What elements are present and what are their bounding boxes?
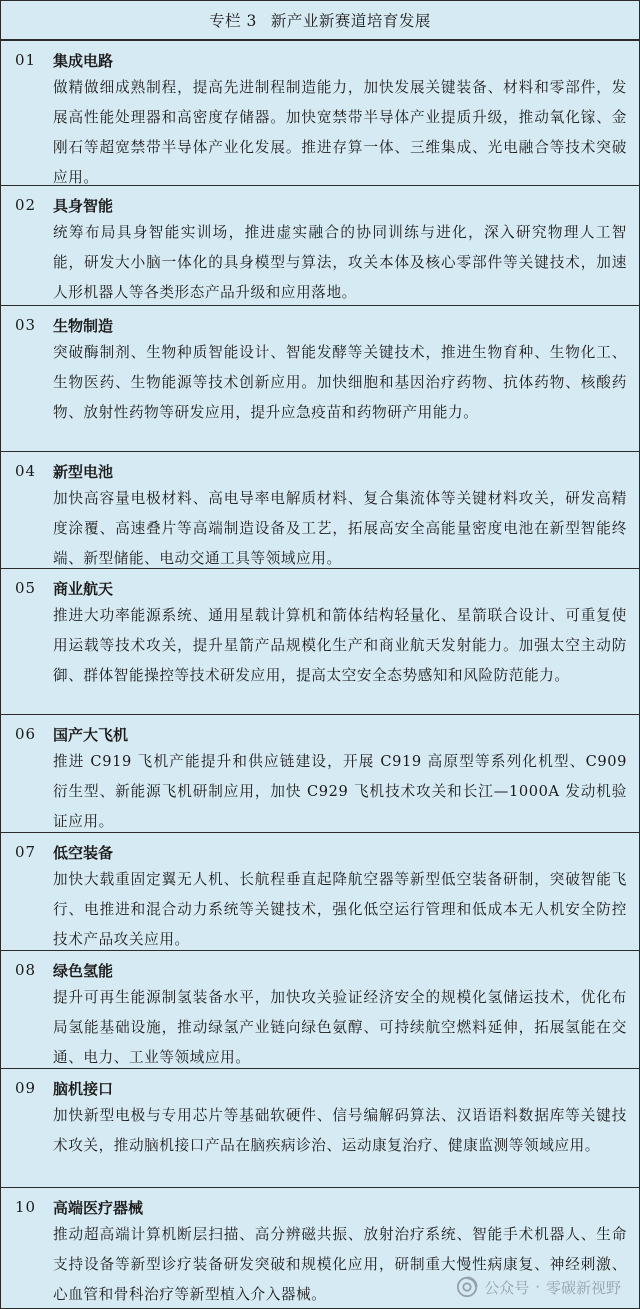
column-label: 专栏 3: [209, 12, 257, 30]
watermark-separator: ·: [535, 1278, 540, 1296]
section-text: 推动超高端计算机断层扫描、高分辨磁共振、放射治疗系统、智能手术机器人、生命支持设备等新型诊疗装备研发突破和规模化应用，研制重大慢性病康复、神经刺激、心血管和骨科治疗等新型植入介入器械。: [53, 1226, 627, 1303]
section-number: 07: [15, 843, 37, 861]
section-text: 推进 C919 飞机产能提升和供应链建设，开展 C919 高原型等系列化机型、C909 衍生型、新能源飞机研制应用，加快 C929 飞机技术攻关和长江—1000A 发动机验证应用。: [53, 753, 627, 830]
watermark-account: 零碳新视野: [545, 1278, 621, 1297]
section-title: 国产大飞机: [53, 725, 129, 744]
section-title: 集成电路: [53, 51, 114, 70]
column-header: [1, 1, 639, 41]
section-low-altitude-equipment: [1, 833, 639, 951]
section-text: 加快高容量电极材料、高电导率电解质材料、复合集流体等关键材料攻关，研发高精度涂覆、高速叠片等高端制造设备及工艺，拓展高安全高能量密度电池在新型智能终端、新型储能、电动交通工具等领域应用。: [53, 490, 627, 567]
wechat-official-account-icon: [456, 1276, 478, 1298]
section-large-aircraft: [1, 715, 639, 833]
section-number: 09: [15, 1079, 37, 1097]
section-title: 绿色氢能: [53, 961, 114, 980]
section-text: 推进大功率能源系统、通用星载计算机和箭体结构轻量化、星箭联合设计、可重复使用运载等技术攻关，提升星箭产品规模化生产和商业航天发射能力。加强太空主动防御、群体智能操控等技术研发应用，提高太空安全态势感知和风险防范能力。: [53, 607, 627, 684]
section-embodied-ai: [1, 186, 639, 306]
section-title: 生物制造: [53, 316, 114, 335]
section-text: 加快新型电极与专用芯片等基础软硬件、信号编解码算法、汉语语料数据库等关键技术攻关，推动脑机接口产品在脑疾病诊治、运动康复治疗、健康监测等领域应用。: [53, 1107, 627, 1154]
section-title: 低空装备: [53, 843, 114, 862]
section-text: 加快大载重固定翼无人机、长航程垂直起降航空器等新型低空装备研制，突破智能飞行、电推进和混合动力系统等关键技术，强化低空运行管理和低成本无人机安全防控技术产品攻关应用。: [53, 871, 627, 948]
watermark: [456, 1276, 621, 1298]
section-green-hydrogen: [1, 951, 639, 1069]
section-number: 03: [15, 316, 37, 334]
section-new-batteries: [1, 452, 639, 569]
section-text: 提升可再生能源制氢装备水平，加快攻关验证经济安全的规模化氢储运技术，优化布局氢能基础设施，推动绿氢产业链向绿色氨醇、可持续航空燃料延伸，拓展氢能在交通、电力、工业等领域应用。: [53, 989, 627, 1066]
section-text: 突破酶制剂、生物种质智能设计、智能发酵等关键技术，推进生物育种、生物化工、生物医药、生物能源等技术创新应用。加快细胞和基因治疗药物、抗体药物、核酸药物、放射性药物等研发应用，提升应急疫苗和药物研产用能力。: [53, 344, 627, 421]
section-title: 新型电池: [53, 462, 114, 481]
section-text: 统筹布局具身智能实训场，推进虚实融合的协同训练与进化，深入研究物理人工智能，研发大小脑一体化的具身模型与算法，攻关本体及核心零部件等关键技术，加速人形机器人等各类形态产品升级和应用落地。: [53, 224, 627, 301]
section-number: 08: [15, 961, 37, 979]
section-bio-manufacturing: [1, 306, 639, 452]
section-title: 商业航天: [53, 579, 114, 598]
section-number: 02: [15, 196, 37, 214]
section-number: 10: [15, 1198, 37, 1216]
section-number: 04: [15, 462, 37, 480]
section-commercial-aerospace: [1, 569, 639, 715]
section-title: 具身智能: [53, 196, 114, 215]
section-number: 06: [15, 725, 37, 743]
watermark-label: 公众号: [484, 1278, 530, 1297]
column-title: 新产业新赛道培育发展: [270, 12, 431, 30]
section-number: 05: [15, 579, 37, 597]
section-text: 做精做细成熟制程，提高先进制程制造能力，加快发展关键装备、材料和零部件，发展高性能处理器和高密度存储器。加快宽禁带半导体产业提质升级，推动氧化镓、金刚石等超宽禁带半导体产业化发展。推进存算一体、三维集成、光电融合等技术突破应用。: [53, 79, 627, 186]
section-integrated-circuits: [1, 41, 639, 186]
section-title: 脑机接口: [53, 1079, 114, 1098]
section-title: 高端医疗器械: [53, 1198, 144, 1217]
section-brain-computer-interface: [1, 1069, 639, 1188]
section-number: 01: [15, 51, 37, 69]
